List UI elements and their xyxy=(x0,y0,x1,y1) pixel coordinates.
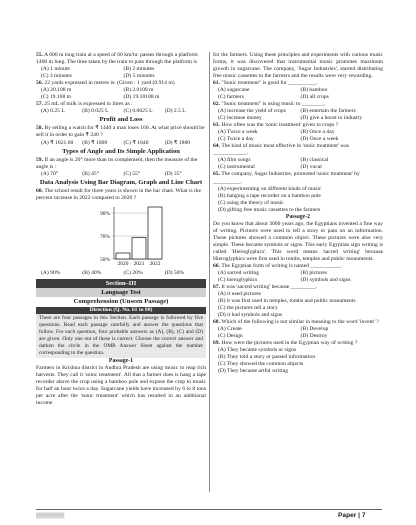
option: (C) farmers xyxy=(218,94,244,101)
question-56: 56. 22 yards expressed in metres is: (Given : 1 yard (0.914 m) xyxy=(36,80,175,87)
option: (B) 2.0108 m xyxy=(123,87,154,94)
option: (B) it was first used in temples, tombs and public monuments xyxy=(218,297,356,304)
right-column xyxy=(213,52,383,375)
question-66-options xyxy=(213,270,383,284)
page-footer xyxy=(0,505,416,525)
footer-rule xyxy=(36,509,382,510)
y-tick-label: 50% xyxy=(100,256,110,263)
option: (A) 70° xyxy=(41,170,58,177)
bar xyxy=(148,207,162,259)
section-heading-profit-loss: Profit and Loss xyxy=(99,116,143,124)
question-67: 67. It was 'sacred writing' because _________. xyxy=(213,283,318,290)
question-62: 62. "Sonic treatment" is using music to ________. xyxy=(213,101,326,108)
option: (A) increase the yield of crops xyxy=(218,108,286,115)
option: (C) 0.0025 L xyxy=(123,108,153,115)
option: (A) film songs xyxy=(218,157,251,164)
question-58: 58. By selling a watch for ₹ 1440 a man loses 160. At what price should he sell it in order to gain ₹ 240 ? xyxy=(36,125,205,139)
option: (A) 90% xyxy=(41,269,61,276)
option: (D) ₹ 1880 xyxy=(164,139,191,146)
option: (D) gifting free music cassettes to the farmers xyxy=(218,206,321,213)
x-tick-label: 2020 xyxy=(117,260,129,267)
question-59-options xyxy=(36,171,206,178)
option: (C) hieroglyphics xyxy=(218,276,258,283)
question-60: 60. The school result for three years is shown in the bar chart. What is the percent increase in 2022 compared to 2020 ? xyxy=(36,187,201,201)
question-55-options xyxy=(36,66,206,80)
question-59: 59. If an angle is 20° more than its complement, then the measure of the angle is : xyxy=(36,156,198,170)
option: (B) hanging a tape recorder on a bamboo pole xyxy=(218,192,321,199)
question-69-options xyxy=(213,347,383,375)
passage-2-title: Passage-2 xyxy=(285,213,311,220)
section-heading-angles: Types of Angle and Its Simple Application xyxy=(62,147,180,155)
y-tick-label: 90% xyxy=(100,210,110,217)
option: (D) 35° xyxy=(164,170,182,177)
publisher-logo: ▒▒▒▒▒▒▒▒ xyxy=(36,513,65,519)
question-61: 61. "Sonic treatment" is good for __________. xyxy=(213,80,318,86)
question-58-options xyxy=(36,140,206,147)
passage-1-title: Passage-1 xyxy=(108,357,134,364)
page-number: Paper | 7 xyxy=(338,512,366,519)
option: (D) Destroy xyxy=(300,332,328,339)
section-banner: Section–III xyxy=(36,279,206,288)
option: (A) They became symbols or signs xyxy=(218,347,297,354)
option: (B) They told a story or passed information xyxy=(218,354,315,361)
option: (C) Twice a day xyxy=(218,136,254,143)
option: (A) 20.108 m xyxy=(41,87,72,94)
option: (A) 1 minute xyxy=(41,66,70,73)
option: (A) Twice a week xyxy=(218,129,258,136)
question-63-options xyxy=(213,129,383,143)
option: (D) it had symbols and signs xyxy=(218,311,283,318)
option: (B) 45° xyxy=(82,170,99,177)
question-65: 65. The company, Sugar Industries, promoted 'sonic treatment' by __________. xyxy=(213,171,360,185)
option: (C) using the theory of music xyxy=(218,199,284,206)
passage-1-text: Farmers in Krishna district in Andhra Pradesh are using music to reap rich harvests. They call it 'sonic treatment'. All that a farmer does is hang a tape recorder above the crop using a bamboo pole and expose the crop to music for half an hour twice a day. Sugarcane yields have increased by 6 to 8 tons per acre after the 'sonic treatment' which has resulted in an additional income xyxy=(36,364,206,406)
option: (D) 2.5 L xyxy=(164,108,186,115)
option: (B) classical xyxy=(300,157,329,164)
option: (A) 0.25 L xyxy=(41,108,65,115)
direction-title: Direction (Q. No. 61 to 80) xyxy=(36,307,206,315)
option: (B) 40% xyxy=(82,269,102,276)
option: (D) 5 minutes xyxy=(123,73,155,80)
bar-chart-svg xyxy=(36,203,206,269)
question-62-options xyxy=(213,108,383,122)
option: (D) give a boost to industry xyxy=(300,115,363,122)
direction-box: There are four passages in this Section. Each passage is followed by five questions. Read each passage carefully and answer the questions that follow. For each question, four probable answers as (A), (B), (C) and (D) are given. Only one out of these is correct. Choose the correct answer and darken the circle in the OMR Answer Sheet against the number corresponding to the question. xyxy=(36,314,206,357)
option: (B) pictures xyxy=(300,269,328,276)
question-57-options xyxy=(36,108,206,115)
x-tick-label: 2021 xyxy=(133,260,145,267)
x-tick-label: 2022 xyxy=(149,260,161,267)
question-67-options xyxy=(213,291,383,319)
option: (B) Develop xyxy=(300,325,329,332)
language-test-banner: Language Test xyxy=(36,288,206,297)
question-55: 55. A 600 m long train at a speed of 60 km/hr. passes through a platform 1400 m long. The time taken by the train to pass through the platform is xyxy=(36,52,198,66)
option: (C) 3 minutes xyxy=(41,73,72,80)
option: (D) 50% xyxy=(164,269,185,276)
option: (D) Once a week xyxy=(300,136,339,143)
option: (C) ₹ 1840 xyxy=(123,139,149,146)
option: (B) bamboo xyxy=(300,87,328,94)
question-64-options xyxy=(213,157,383,171)
option: (B) 2 minutes xyxy=(123,66,155,73)
option: (D) vocal xyxy=(300,164,322,171)
question-61-options xyxy=(213,87,383,101)
option: (C) 20% xyxy=(123,269,143,276)
option: (C) 55° xyxy=(123,170,141,177)
bar-chart xyxy=(36,203,206,269)
option: (B) Once a day xyxy=(300,129,335,136)
option: (D) 19.10108 m xyxy=(123,94,160,101)
question-65-options xyxy=(213,186,383,214)
option: (A) ₹ 1821.60 xyxy=(41,139,74,146)
y-tick-label: 70% xyxy=(100,233,110,240)
option: (B) ₹ 1800 xyxy=(82,139,108,146)
question-56-options xyxy=(36,87,206,101)
bar xyxy=(132,238,146,259)
option: (A) sacred writing xyxy=(218,269,260,276)
option: (C) They showed the common objects xyxy=(218,361,304,368)
section-heading-data-analysis: Data Analysis Using Bar Diagram, Graph and Line Chart xyxy=(39,178,203,186)
left-column xyxy=(36,52,206,407)
question-68: 68. Which of the following is not similar in meaning to the word 'invent' ? xyxy=(213,318,379,325)
question-63: 63. How often was the 'sonic treatment' given to crops ? xyxy=(213,122,339,129)
option: (A) sugarcane xyxy=(218,87,250,94)
option: (A) experimenting on different kinds of music xyxy=(218,185,322,192)
passage-1-continued: for the farmers. Using these principles and experiments with various music forms, it was discovered that instrumental music promotes maximum growth in sugarcane. The company, 'Sugar Industries', started distributing free music cassettes to the farmers and the results were very rewarding. xyxy=(213,52,383,79)
column-divider xyxy=(209,52,210,492)
question-64: 64. The kind of music most effective in 'sonic treatment' was ____________. xyxy=(213,143,349,157)
question-60-options xyxy=(36,270,206,277)
option: (C) the pictures tell a story xyxy=(218,304,278,311)
question-68-options xyxy=(213,326,383,340)
option: (A) Create xyxy=(218,325,242,332)
option: (D) They became artful writing xyxy=(218,368,289,375)
option: (C) instrumental xyxy=(218,164,255,171)
question-57: 57. 25 mL of milk is expressed in litres as : xyxy=(36,101,133,108)
passage-2-text: Do you know that about 3000 years ago, the Egyptians invented a fine way of writing. Pictures were used to tell a story or pass on an information. These pictures showed a common object. These pictures were also very simple. These became symbols or signs. This early Egyptian sign writing is called 'Hieroglyphics'. This word means 'sacred writing' because Hieroglyphics were first used in tombs, temples and public monuments. xyxy=(213,220,383,262)
comprehension-heading: Comprehension (Unseen Passage) xyxy=(73,297,169,305)
option: (D) all crops xyxy=(300,94,329,101)
option: (A) it used pictures xyxy=(218,290,262,297)
option: (B) entertain the farmers xyxy=(300,108,356,115)
option: (C) 19.108 m xyxy=(41,94,71,101)
option: (C) increase money xyxy=(218,115,262,122)
option: (C) Design xyxy=(218,332,243,339)
question-69: 69. How were the pictures used in the Egyptian way of writing ? xyxy=(213,339,358,346)
bar xyxy=(116,253,130,259)
option: (B) 0.025 L xyxy=(82,108,109,115)
question-66: 66. The Egyptian form of writing is named ___________. xyxy=(213,262,343,269)
option: (D) symbols and signs xyxy=(300,276,351,283)
